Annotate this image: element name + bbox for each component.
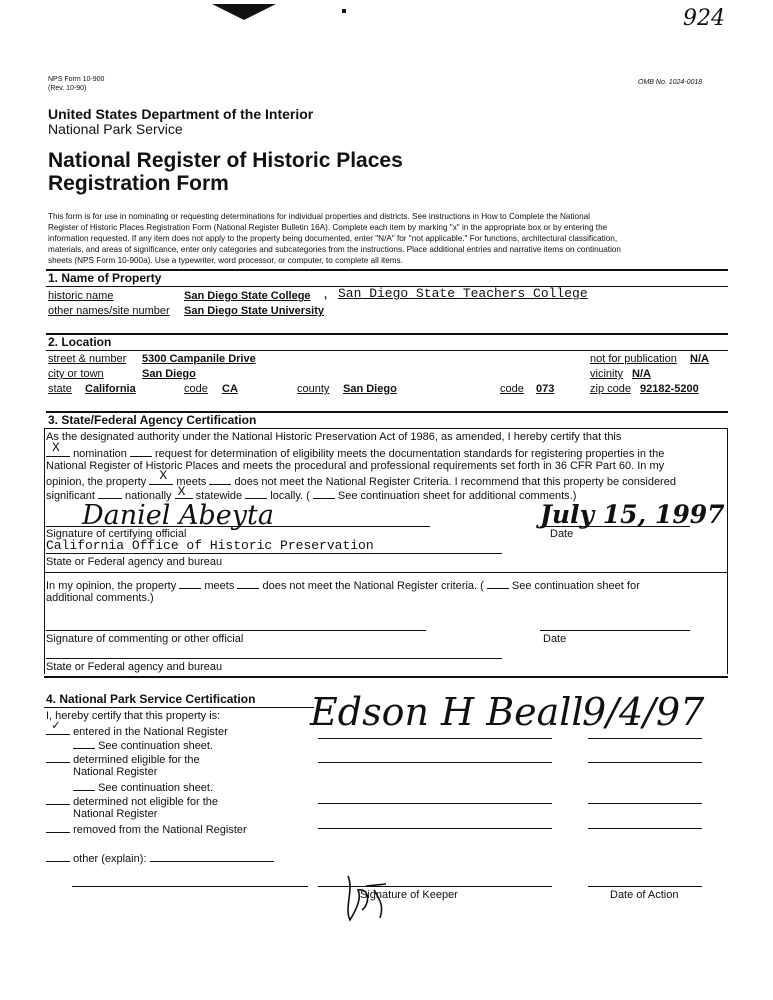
nationally-checkbox[interactable] <box>98 488 122 499</box>
certification-date-written: July 15, 1997 <box>540 500 725 529</box>
request-text: request for determination of eligibility meets the documentation standards for registering properties in the <box>155 448 665 460</box>
certifying-signature: Daniel Abeyta <box>82 500 274 531</box>
section4-top-rule <box>44 676 728 678</box>
eligible-checkbox[interactable] <box>46 752 70 763</box>
keeper-sig-line-4 <box>318 828 552 829</box>
instruction-line-5: sheets (NPS Form 10-900a). Use a typewriter, word processor, or computer, to complete all items. <box>48 256 403 265</box>
service-name: National Park Service <box>48 121 183 137</box>
instruction-line-2: Register of Historic Places Registration Form (National Register Bulletin 16A). Complete each item by marking "x" in the appropriate box or by entering the <box>48 223 608 232</box>
opinion-line-2: additional comments.) <box>46 592 154 604</box>
section3-left-border <box>44 428 45 674</box>
opinion-line-1 <box>46 578 640 592</box>
see-cont-row-2 <box>73 780 213 794</box>
nomination-checkbox[interactable] <box>46 440 70 457</box>
bottom-line-right <box>588 886 702 887</box>
form-title-line2: Registration Form <box>48 172 229 195</box>
section1-heading: 1. Name of Property <box>48 271 162 285</box>
opinion-property-label: In my opinion, the property <box>46 580 177 592</box>
comment-agency-label: State or Federal agency and bureau <box>46 661 223 673</box>
county-label: county <box>297 383 330 395</box>
date-line <box>540 526 690 527</box>
cert-line-4 <box>46 468 676 488</box>
eligible-label-2: National Register <box>73 766 158 778</box>
continuation-text: See continuation sheet for additional comments.) <box>337 490 577 502</box>
historic-name-alt: San Diego State Teachers College <box>338 286 588 301</box>
other-checkbox[interactable] <box>46 851 70 862</box>
cert-line-2 <box>46 440 665 460</box>
top-small-dot <box>342 9 346 13</box>
other-names-value: San Diego State University <box>184 305 324 317</box>
comment-agency-line <box>46 658 502 659</box>
state-code-label: code <box>184 383 208 395</box>
not-eligible-label-2: National Register <box>73 808 158 820</box>
omb-number: OMB No. 1024-0018 <box>638 79 703 86</box>
historic-name-value: San Diego State College <box>184 290 311 302</box>
section2-heading: 2. Location <box>48 335 112 349</box>
locally-label: locally. ( <box>270 490 310 502</box>
form-title-line1: National Register of Historic Places <box>48 149 403 172</box>
section3-right-border <box>727 428 728 674</box>
section3-heading-rule <box>44 428 728 429</box>
request-checkbox[interactable] <box>130 446 152 457</box>
see-cont-checkbox-1[interactable] <box>73 738 95 749</box>
nomination-label: nomination <box>73 448 127 460</box>
nationally-label: nationally <box>125 490 172 502</box>
removed-row <box>46 822 247 836</box>
county-code-label: code <box>500 383 524 395</box>
comment-signature-label: Signature of commenting or other official <box>46 633 244 645</box>
handwritten-page-number: 924 <box>683 6 725 31</box>
keeper-signature-label: Signature of Keeper <box>360 889 458 901</box>
opinion-does-not-meet-text: does not meet the National Register criteria. ( <box>262 580 484 592</box>
keeper-sig-line-3 <box>318 803 552 804</box>
not-eligible-checkbox[interactable] <box>46 794 70 805</box>
locally-checkbox[interactable] <box>245 488 267 499</box>
date-of-action-label: Date of Action <box>610 889 679 901</box>
vicinity-value: N/A <box>632 368 651 380</box>
opinion-label: opinion, the property <box>46 476 147 488</box>
entered-label: entered in the National Register <box>73 726 228 738</box>
meets-label: meets <box>176 476 207 488</box>
cert-line-1: As the designated authority under the National Historic Preservation Act of 1986, as amended, I hereby certify that this <box>46 431 622 443</box>
see-cont-checkbox-2[interactable] <box>73 780 95 791</box>
comment-date-label: Date <box>543 633 567 645</box>
city-value: San Diego <box>142 368 196 380</box>
keeper-sig-line-2 <box>318 762 552 763</box>
state-code-value: CA <box>222 383 238 395</box>
not-for-publication-label: not for publication <box>590 353 677 365</box>
signature-line <box>46 526 430 527</box>
section3-heading: 3. State/Federal Agency Certification <box>48 413 257 427</box>
agency-label: State or Federal agency and bureau <box>46 556 223 568</box>
street-label: street & number <box>48 353 127 365</box>
continuation-sheet-checkbox[interactable] <box>313 488 335 499</box>
statewide-label: statewide <box>195 490 243 502</box>
see-cont-label-1: See continuation sheet. <box>98 740 214 752</box>
eligible-label: determined eligible for the <box>73 754 200 766</box>
keeper-signature: Edson H Beall <box>310 690 584 734</box>
state-label: state <box>48 383 72 395</box>
not-eligible-label: determined not eligible for the <box>73 796 218 808</box>
statewide-checkbox[interactable] <box>175 484 193 499</box>
keeper-date-line-4 <box>588 828 702 829</box>
see-cont-row-1 <box>73 738 213 752</box>
historic-name-separator: , <box>324 289 328 301</box>
nomination-mark: X <box>52 440 60 455</box>
instruction-line-1: This form is for use in nominating or requesting determinations for individual properties and districts. See instructions in How to Complete the National <box>48 212 591 221</box>
historic-name-label: historic name <box>48 290 114 302</box>
city-label: city or town <box>48 368 104 380</box>
county-value: San Diego <box>343 383 397 395</box>
date-label: Date <box>550 528 574 540</box>
not-eligible-row <box>46 794 218 808</box>
form-number: NPS Form 10-900 <box>48 76 105 83</box>
instruction-line-3: information requested. If any item does not apply to the property being documented, enter "N/A" for "not applicable." For functions, architectural classification, <box>48 234 618 243</box>
other-explain-field[interactable] <box>150 851 274 862</box>
section2-heading-rule <box>46 350 728 351</box>
zip-value: 92182-5200 <box>640 383 699 395</box>
significant-label: significant <box>46 490 95 502</box>
meets-mark: X <box>159 468 168 483</box>
zip-label: zip code <box>590 383 631 395</box>
opinion-continuation-checkbox[interactable] <box>487 578 509 589</box>
instruction-line-4: materials, and areas of significance, enter only categories and subcategories from the instructions. Place additional entries and narrative items on continuation <box>48 245 621 254</box>
keeper-date-line-1 <box>588 738 702 739</box>
section4-heading: 4. National Park Service Certification <box>46 692 256 706</box>
not-for-publication-value: N/A <box>690 353 709 365</box>
opinion-continuation-text: See continuation sheet for <box>511 580 640 592</box>
meets-checkbox[interactable] <box>149 468 173 485</box>
other-names-label: other names/site number <box>48 305 170 317</box>
entered-row <box>46 718 228 738</box>
removed-checkbox[interactable] <box>46 822 70 833</box>
other-label: other (explain): <box>73 853 147 865</box>
nps-intro: I, hereby certify that this property is: <box>46 710 221 722</box>
does-not-meet-checkbox[interactable] <box>209 474 231 485</box>
vicinity-label: vicinity <box>590 368 624 380</box>
keeper-date-line-3 <box>588 803 702 804</box>
entered-check: ✓ <box>52 718 60 733</box>
signature-label: Signature of certifying official <box>46 528 187 540</box>
comment-signature-line <box>46 630 426 631</box>
other-row <box>46 851 274 865</box>
commenting-top-rule <box>44 572 728 573</box>
keeper-date-line-2 <box>588 762 702 763</box>
entered-checkbox[interactable] <box>46 718 70 735</box>
does-not-meet-text: does not meet the National Register Criteria. I recommend that this property be considered <box>234 476 676 488</box>
comment-date-line <box>540 630 690 631</box>
section2-top-rule <box>46 333 728 335</box>
keeper-initials-scribble <box>340 870 400 926</box>
department-name: United States Department of the Interior <box>48 106 314 122</box>
street-value: 5300 Campanile Drive <box>142 353 256 365</box>
see-cont-label-2: See continuation sheet. <box>98 782 214 794</box>
opinion-meets-label: meets <box>204 580 235 592</box>
opinion-meets-checkbox[interactable] <box>179 578 201 589</box>
opinion-does-not-meet-checkbox[interactable] <box>237 578 259 589</box>
agency-line <box>46 553 502 554</box>
keeper-date-written: 9/4/97 <box>582 690 705 734</box>
removed-label: removed from the National Register <box>73 824 247 836</box>
bottom-line-left <box>72 886 308 887</box>
agency-value: California Office of Historic Preservation <box>46 538 374 553</box>
cert-line-3: National Register of Historic Places and meets the procedural and professional requirements set forth in 36 CFR Part 60. In my <box>46 460 665 472</box>
form-revision: (Rev. 10-90) <box>48 85 87 92</box>
eligible-row <box>46 752 200 766</box>
keeper-sig-line-1 <box>318 738 552 739</box>
state-value: California <box>85 383 136 395</box>
county-code-value: 073 <box>536 383 555 395</box>
statewide-mark: X <box>177 484 186 499</box>
top-dark-mark <box>212 4 276 20</box>
section4-heading-rule <box>44 707 314 708</box>
